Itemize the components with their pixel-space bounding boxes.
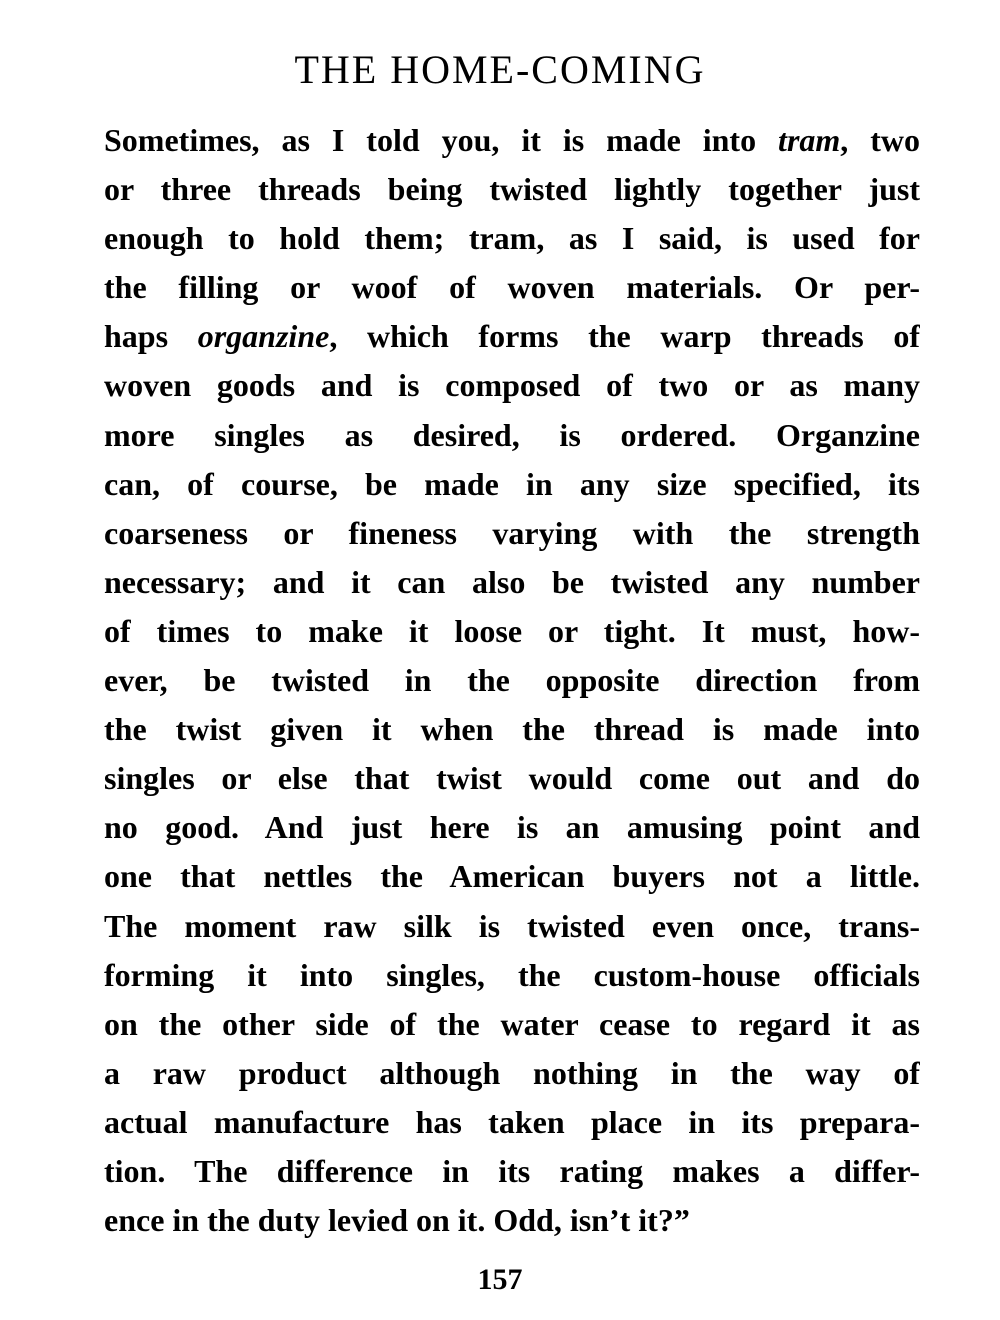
text-line: tion. The difference in its rating makes a differ- xyxy=(104,1152,920,1189)
running-head: THE HOME-COMING xyxy=(294,47,706,92)
text-line: of times to make it loose or tight. It must, how- xyxy=(104,612,920,649)
text-line: haps organzine, which forms the warp threads of xyxy=(104,318,920,355)
text-line: enough to hold them; tram, as I said, is used for xyxy=(104,220,920,257)
text-line: on the other side of the water cease to regard it as xyxy=(104,1005,920,1042)
text-line: a raw product although nothing in the way of xyxy=(104,1054,920,1091)
text-line: can, of course, be made in any size specified, its xyxy=(104,465,920,502)
text-line: forming it into singles, the custom-house officials xyxy=(104,956,920,993)
text-line: Sometimes, as I told you, it is made into tram, two xyxy=(104,122,920,158)
text-line: actual manufacture has taken place in its prepara- xyxy=(104,1103,920,1140)
text-line: more singles as desired, is ordered. Organzine xyxy=(104,416,920,453)
page-number: 157 xyxy=(477,1263,523,1296)
text-line: singles or else that twist would come out and do xyxy=(104,760,920,797)
italic-term-organzine: organzine xyxy=(197,318,330,355)
text-line: necessary; and it can also be twisted any number xyxy=(104,563,920,600)
text-line: or three threads being twisted lightly together just xyxy=(104,171,920,208)
text-line: woven goods and is composed of two or as many xyxy=(104,367,920,404)
text-line: ever, be twisted in the opposite direction from xyxy=(104,662,920,699)
text-line: no good. And just here is an amusing point and xyxy=(104,809,920,846)
text-line: the filling or woof of woven materials. Or per- xyxy=(104,269,920,306)
text-line: one that nettles the American buyers not a little. xyxy=(104,858,920,895)
text-line: coarseness or fineness varying with the strength xyxy=(104,514,920,551)
italic-term-tram: tram xyxy=(778,122,841,158)
text-line: the twist given it when the thread is made into xyxy=(104,711,920,748)
body-text xyxy=(104,116,920,1245)
text-line: ence in the duty levied on it. Odd, isn’t it?” xyxy=(104,1202,690,1239)
text-line: The moment raw silk is twisted even once, trans- xyxy=(104,907,920,944)
